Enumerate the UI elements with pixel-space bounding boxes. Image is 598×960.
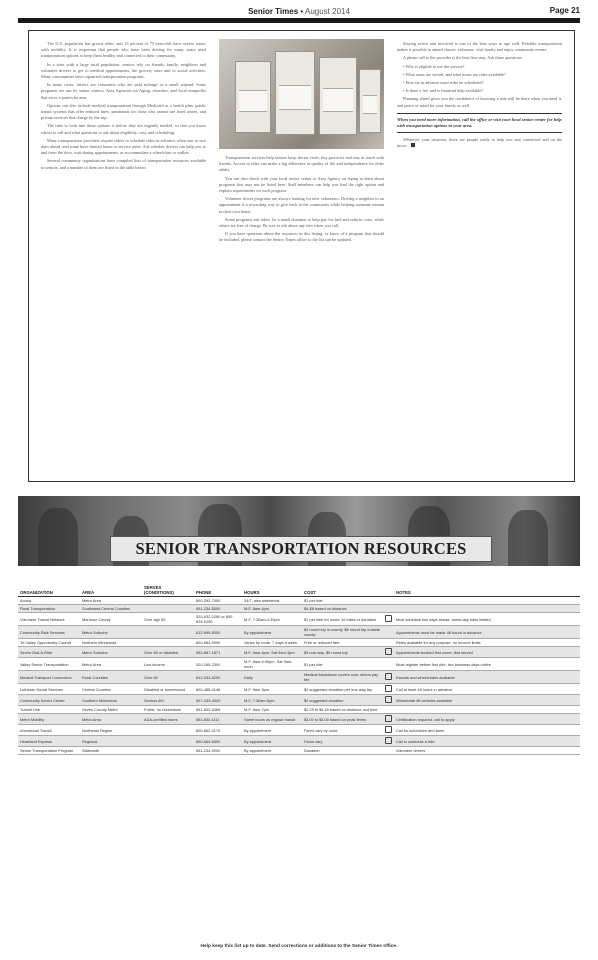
table-cell: By appointment	[242, 736, 302, 747]
table-cell: 800-584-9990	[194, 639, 242, 647]
column-header: COST	[302, 580, 382, 597]
column-header: SERVES (CONDITIONS)	[142, 580, 194, 597]
table-cell: Central Counties	[80, 684, 142, 695]
table-cell: Over 60	[142, 671, 194, 684]
table-cell: Senior Dial-A-Ride	[18, 647, 80, 658]
checkbox-icon	[385, 648, 392, 655]
table-row	[18, 658, 580, 671]
table-cell: Seniors 60+	[142, 695, 194, 706]
checkbox-icon-cell	[382, 613, 394, 626]
table-cell: M-F, 9am-3pm	[242, 684, 302, 695]
table-cell: Must register before first ride, two business days notice	[394, 658, 580, 671]
article-paragraph: You can also check with your local senior center or Area Agency on Aging to learn about programs that may not be listed here. Staff members can help you find the right option and explain requirements for each program.	[219, 175, 384, 194]
table-cell: 800-292-7000	[194, 597, 242, 605]
table-cell: By appointment	[242, 626, 302, 639]
table-cell: By appointment	[242, 725, 302, 736]
closing-text: Whatever your situation, there are people ready to help you stay connected and on the move.	[397, 136, 562, 149]
table-cell: M-F, 6am-7pm	[242, 706, 302, 714]
person-silhouette-image	[38, 508, 78, 566]
table-cell: Must schedule two days ahead, same-day rides limited	[394, 613, 580, 626]
table-cell: $2 suggested donation	[302, 695, 382, 706]
section-title: SENIOR TRANSPORTATION RESOURCES	[110, 536, 492, 562]
checkbox-icon-cell	[382, 684, 394, 695]
table-cell: $1 per ride	[302, 597, 382, 605]
checkbox-icon	[385, 737, 392, 744]
table-cell: Metro Mobility	[18, 714, 80, 725]
header-separator: •	[300, 7, 304, 16]
column-header: HOURS	[242, 580, 302, 597]
table-cell: Varies by route, 7 days a week	[242, 639, 302, 647]
table-row	[18, 736, 580, 747]
table-header-row	[18, 580, 580, 597]
article-paragraph: • Who is eligible to use the service?	[403, 63, 465, 69]
table-cell: 24/7, also weekends	[242, 597, 302, 605]
medicine-bottle-image	[235, 61, 271, 133]
article-paragraph: If you have questions about the resources in this listing, or know of a program that should be included, please contact the Senior Times office so the list can be updated.	[219, 231, 384, 243]
column-header: PHONE	[194, 580, 242, 597]
table-cell: Disabled or homebound	[142, 684, 194, 695]
table-row	[18, 714, 580, 725]
table-cell: Volunteer Transit Network	[18, 613, 80, 626]
article-paragraph: • What areas are served, and what hours are rides available?	[403, 71, 506, 77]
table-row	[18, 671, 580, 684]
person-silhouette-image	[508, 510, 548, 566]
checkbox-icon-cell	[382, 597, 394, 605]
table-cell: Over 60 or disabled	[142, 647, 194, 658]
article-paragraph: Some programs ask riders for a small donation to help pay for fuel and vehicle costs, while others are free of charge. Be sure to ask about any fees when you call.	[219, 216, 384, 229]
resources-table	[18, 580, 580, 755]
table-cell: Call at least 48 hours in advance	[394, 684, 580, 695]
article-photo	[219, 39, 384, 149]
table-cell: Rural Transportation	[18, 605, 80, 613]
table-row	[18, 605, 580, 613]
page-header	[18, 5, 580, 19]
table-cell: 612-999-8000	[194, 626, 242, 639]
table-cell	[142, 639, 194, 647]
table-cell: Northern Minnesota	[80, 639, 142, 647]
article-column-3	[397, 41, 562, 151]
page-number: Page 21	[549, 6, 580, 15]
article-callout: When you need more information, call the office or visit your local senior center for help with transportation options in your area.	[397, 113, 562, 133]
publication-name: Senior Times	[248, 7, 299, 16]
table-cell: Free or reduced fare	[302, 639, 382, 647]
checkbox-icon	[385, 715, 392, 722]
table-cell: Daily	[242, 671, 302, 684]
table-row	[18, 747, 580, 755]
table-cell: 800-488-4146	[194, 684, 242, 695]
checkbox-icon-cell	[382, 639, 394, 647]
article-paragraph: Volunteer driver programs are always looking for new volunteers. Driving a neighbor to an appointment is a rewarding way to give back to the community while helping someone remain in their own home.	[219, 196, 384, 214]
checkbox-icon	[385, 696, 392, 703]
table-row	[18, 647, 580, 658]
table-cell: Metro Area	[80, 714, 142, 725]
table-cell: $2.25 to $4.50 based on distance and time	[302, 706, 382, 714]
table-cell: 651-234-5000	[194, 605, 242, 613]
table-cell: Public, no restrictions	[142, 706, 194, 714]
table-cell: Metro Area	[80, 658, 142, 671]
table-cell: Low income	[142, 658, 194, 671]
checkbox-icon-cell	[382, 658, 394, 671]
table-cell: Northeast Region	[80, 725, 142, 736]
page-footer: Help keep this list up to date. Send corrections or additions to the Senior Times office.	[200, 944, 398, 949]
table-cell: M-F, 7:30am-4:30pm	[242, 613, 302, 626]
table-cell: 800-862-0175	[194, 725, 242, 736]
table-cell: 952-887-1871	[194, 647, 242, 658]
table-row	[18, 639, 580, 647]
article-paragraph: A phone call to the provider is the best first step. Ask these questions:	[403, 55, 523, 61]
checkbox-icon	[385, 726, 392, 733]
table-cell: Medical Assistance covers cost, others pay fee	[302, 671, 382, 684]
header-center	[18, 7, 580, 16]
article-paragraph: • How far in advance must rides be scheduled?	[403, 80, 484, 86]
table-cell	[142, 736, 194, 747]
table-cell: Metro Suburbs	[80, 626, 142, 639]
article-paragraph: Staying active and involved is one of the best ways to age well. Reliable transportation makes it possible to attend classes, volunteer, visit family and enjoy community events.	[397, 41, 562, 53]
table-cell	[142, 626, 194, 639]
table-cell: Southwest Central Counties	[80, 605, 142, 613]
table-cell: $2 suggested donation per one-way trip	[302, 684, 382, 695]
medicine-bottle-image	[319, 57, 357, 135]
table-cell	[394, 597, 580, 605]
table-cell: Lutheran Social Services	[18, 684, 80, 695]
table-cell	[142, 725, 194, 736]
table-cell: Over age 60	[142, 613, 194, 626]
table-cell: 651-234-9000	[194, 747, 242, 755]
table-cell: Certification required, call to apply	[394, 714, 580, 725]
article-box	[28, 30, 575, 482]
table-cell: Tri-Valley Opportunity Council	[18, 639, 80, 647]
table-cell: 507-433-4020	[194, 695, 242, 706]
table-cell: 320-269-2300	[194, 658, 242, 671]
table-cell: $2 round trip in county, $5 round trip outside county	[302, 626, 382, 639]
table-cell: $1 per mile for under 10 miles or donation	[302, 613, 382, 626]
checkbox-icon	[385, 673, 392, 680]
table-cell: $4-$8 based on distance	[302, 605, 382, 613]
table-cell: Valley Senior Transportation	[18, 658, 80, 671]
table-cell	[142, 597, 194, 605]
article-column-1	[41, 41, 206, 173]
table-row	[18, 626, 580, 639]
medicine-bottle-image	[275, 51, 315, 135]
checkbox-icon-cell	[382, 706, 394, 714]
table-cell: Regional	[80, 736, 142, 747]
table-row	[18, 597, 580, 605]
article-paragraph: Several community organizations have compiled lists of transportation resources available to seniors, and a number of them are listed in the table below.	[41, 158, 206, 170]
checkbox-icon-cell	[382, 747, 394, 755]
table-cell: Heartland Express	[18, 736, 80, 747]
table-cell: 651-602-5465	[194, 706, 242, 714]
table-cell: Appointments booked first come, first served	[394, 647, 580, 658]
table-cell: ADA-certified riders	[142, 714, 194, 725]
header-rule	[18, 18, 580, 23]
checkbox-icon-cell	[382, 736, 394, 747]
table-cell: Southern Minnesota	[80, 695, 142, 706]
column-header: NOTES	[394, 580, 580, 597]
table-row	[18, 684, 580, 695]
checkbox-icon-cell	[382, 626, 394, 639]
article-paragraph: • Is there a fee, and is financial help available?	[403, 88, 484, 94]
table-cell: Transit Link	[18, 706, 80, 714]
table-cell: Senior Transportation Program	[18, 747, 80, 755]
table-cell: $3 one-way, $5 round trip	[302, 647, 382, 658]
table-cell	[142, 747, 194, 755]
table-cell: Community Ride Services	[18, 626, 80, 639]
checkbox-icon	[385, 615, 392, 622]
table-cell: Medical Transport Connection	[18, 671, 80, 684]
table-cell: Rides available for any purpose, no income limits	[394, 639, 580, 647]
table-cell: Volunteer drivers	[394, 747, 580, 755]
column-header: ORGANIZATION	[18, 580, 80, 597]
table-cell: Metro Suburbs	[80, 647, 142, 658]
column-header	[382, 580, 394, 597]
article-paragraph: Planning ahead gives you the confidence of knowing a ride will be there when you need it, and peace of mind for your family as well.	[397, 96, 562, 108]
column-header: AREA	[80, 580, 142, 597]
table-cell: Rural Counties	[80, 671, 142, 684]
table-cell: Arrowhead Transit	[18, 725, 80, 736]
checkbox-icon-cell	[382, 714, 394, 725]
table-cell	[394, 706, 580, 714]
article-closing	[397, 137, 562, 149]
table-row	[18, 725, 580, 736]
table-cell: $3.00 to $4.00 based on peak times	[302, 714, 382, 725]
table-cell: Same hours as regular transit	[242, 714, 302, 725]
checkbox-icon-cell	[382, 695, 394, 706]
table-cell: M-F, 7:30am-5pm	[242, 695, 302, 706]
checkbox-icon-cell	[382, 605, 394, 613]
table-cell: M-F, 8am-4pm	[242, 605, 302, 613]
table-cell: Fares vary	[302, 736, 382, 747]
table-cell: By appointment	[242, 747, 302, 755]
issue-date: August 2014	[304, 7, 350, 16]
table-row	[18, 695, 580, 706]
table-cell: Seven-County Metro	[80, 706, 142, 714]
table-cell: Metro Area	[80, 597, 142, 605]
table-cell: $1 per ride	[302, 658, 382, 671]
table-cell: Wheelchair lift vehicles available	[394, 695, 580, 706]
table-cell: 651-602-1111	[194, 714, 242, 725]
table-cell	[142, 605, 194, 613]
table-cell: Fares vary by route	[302, 725, 382, 736]
table-cell: 800-564-6500	[194, 736, 242, 747]
table-cell: Escorts and wheelchairs available	[394, 671, 580, 684]
article-paragraph: Many transportation providers require riders to schedule rides in advance, often one or two days ahead, and some have limited hours or service areas. Ask whether drivers can help you to and from the door, wait during appointments, or accommodate a wheelchair or walker.	[41, 137, 206, 156]
checkbox-icon-cell	[382, 671, 394, 684]
table-cell: 320-632-0290 or 800-625-0290	[194, 613, 242, 626]
table-cell: Call to schedule a ride	[394, 736, 580, 747]
checkbox-icon	[385, 685, 392, 692]
table-cell: Appointments must be made 48 hours in advance	[394, 626, 580, 639]
table-cell: Community Senior Center	[18, 695, 80, 706]
article-paragraph: In many cases, drivers are volunteers who are paid mileage or a small stipend. Some programs are run by senior centers, Area Agencies on Aging, churches, and local nonprofits that serve a particular area.	[41, 82, 206, 100]
table-row	[18, 706, 580, 714]
table-cell: 612-333-8200	[194, 671, 242, 684]
table-cell: Anoka	[18, 597, 80, 605]
article-paragraph: The U.S. population has grown older, and 15 percent of 75-year-olds have severe issues with mobility. It is important that people who have been driving for many years need transportation options to keep them healthy and connected to their community.	[41, 41, 206, 59]
table-cell: M-F, 8am-4:30pm, Sat 9am-noon	[242, 658, 302, 671]
table-cell: Call for schedules and fares	[394, 725, 580, 736]
article-paragraph: Transportation services help seniors keep doctor visits, buy groceries and stay in touch with friends. Access to rides can make a big difference in quality of life and independence for older adults.	[219, 155, 384, 173]
checkbox-icon-cell	[382, 647, 394, 658]
article-paragraph: Options can also include medical transportation through Medicaid or a health plan, public transit systems that offer reduced fares, paratransit for those who cannot use fixed routes, and private services that charge by the trip.	[41, 102, 206, 121]
medicine-bottle-image	[359, 69, 381, 133]
article-paragraph: In a state with a large rural population, seniors rely on friends, family, neighbors and volunteer drivers to get to medical appointments, the grocery store and to social activities. Many communities have organized transportation programs.	[41, 61, 206, 80]
table-cell: Morrison County	[80, 613, 142, 626]
table-cell	[394, 605, 580, 613]
table-cell: M-F, 8am-4pm, Sat 9am-1pm	[242, 647, 302, 658]
table-cell: Donation	[302, 747, 382, 755]
table-cell: Statewide	[80, 747, 142, 755]
article-paragraph: The time to look into these options is before they are urgently needed, so that you know whom to call and what questions to ask about eligibility, cost, and scheduling.	[41, 123, 206, 135]
checkbox-icon-cell	[382, 725, 394, 736]
table-row	[18, 613, 580, 626]
end-mark-icon	[411, 143, 415, 147]
